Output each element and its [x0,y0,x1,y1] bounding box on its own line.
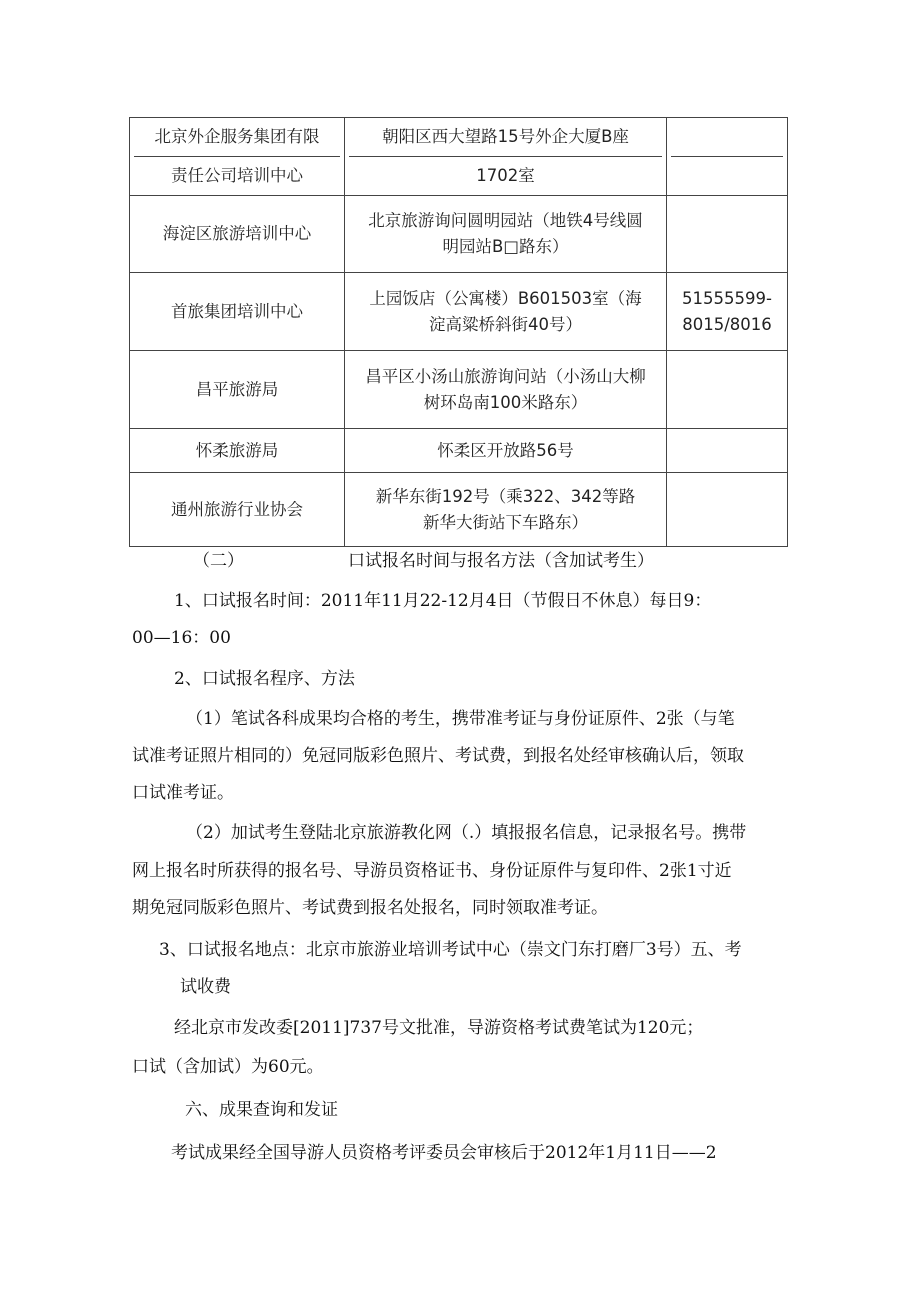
phone-cell-empty [667,351,788,429]
paragraph-line: 网上报名时所获得的报名号、导游员资格证书、身份证原件与复印件、2张1寸近 [132,861,732,881]
phone-cell-empty [667,473,788,547]
site-name-cell: 怀柔旅游局 [130,429,345,473]
table-row [130,473,788,547]
paragraph-line: 试收费 [180,977,231,997]
section-number: （二） [193,551,244,571]
site-name-cell: 昌平旅游局 [130,351,345,429]
paragraph-line: 经北京市发改委[2011]737号文批准，导游资格考试费笔试为120元； [174,1018,704,1038]
site-name-cell: 首旅集团培训中心 [130,273,345,351]
site-address-line: 树环岛南100米路东） [423,392,588,412]
section-heading: 六、成果查询和发证 [185,1100,338,1120]
section-heading: 口试报名时间与报名方法（含加试考生） [348,551,654,571]
site-address-line: 朝阳区西大望路15号外企大厦B座 [382,127,629,146]
table-row [130,351,788,429]
paragraph-line: 口试（含加试）为60元。 [132,1057,324,1077]
site-name-cell: 海淀区旅游培训中心 [130,196,345,273]
paragraph-line: （1）笔试各科成果均合格的考生，携带准考证与身份证原件、2张（与笔 [186,709,735,729]
phone-cell-empty [667,196,788,273]
phone-cell-empty [667,429,788,473]
site-address-line: 上园饭店（公寓楼）B601503室（海 [369,288,642,308]
site-address-line: 1702室 [349,156,662,195]
site-address-cell [345,196,667,273]
paragraph-line: 2、口试报名程序、方法 [174,669,355,689]
table-row [130,196,788,273]
paragraph-line: 口试准考证。 [132,783,234,803]
phone-number-line: 8015/8016 [682,314,772,334]
site-address-cell [345,473,667,547]
paragraph-line: 1、口试报名时间：2011年11月22-12月4日（节假日不休息）每日9： [174,591,712,611]
site-address-cell: 怀柔区开放路56号 [345,429,667,473]
site-address-cell [345,273,667,351]
phone-cell [667,273,788,351]
site-address-cell [345,351,667,429]
site-name-cell: 通州旅游行业协会 [130,473,345,547]
site-address-cell [345,118,667,196]
table-row [130,273,788,351]
site-address-line: 北京旅游询问圆明园站（地铁4号线圆 [368,211,643,230]
site-name-cell [130,118,345,196]
site-address-line: 明园站B□路东） [442,237,569,256]
site-address-line: 新华大街站下车路东） [423,512,588,532]
table-row [130,118,788,196]
site-address-line: 新华东街192号（乘322、342等路 [375,486,636,506]
paragraph-line: 00—16：00 [132,628,231,648]
registration-sites-table [129,117,788,547]
paragraph-line: 3、口试报名地点：北京市旅游业培训考试中心（崇文门东打磨厂3号）五、考 [159,940,742,960]
site-name-line: 责任公司培训中心 [134,156,340,195]
paragraph-line: 期免冠同版彩色照片、考试费到报名处报名，同时领取准考证。 [132,898,608,918]
site-address-line: 淀高粱桥斜街40号） [429,314,582,334]
phone-number-line: 51555599- [682,288,772,308]
site-name-line: 北京外企服务集团有限 [154,127,320,146]
phone-cell-empty [667,118,788,196]
paragraph-line: 考试成果经全国导游人员资格考评委员会审核后于2012年1月11日——2 [171,1143,717,1163]
table-row [130,429,788,473]
site-address-line: 昌平区小汤山旅游询问站（小汤山大柳 [365,366,646,386]
paragraph-line: 试准考证照片相同的）免冠同版彩色照片、考试费，到报名处经审核确认后，领取 [132,746,744,766]
paragraph-line: （2）加试考生登陆北京旅游教化网（.）填报报名信息，记录报名号。携带 [186,823,747,843]
